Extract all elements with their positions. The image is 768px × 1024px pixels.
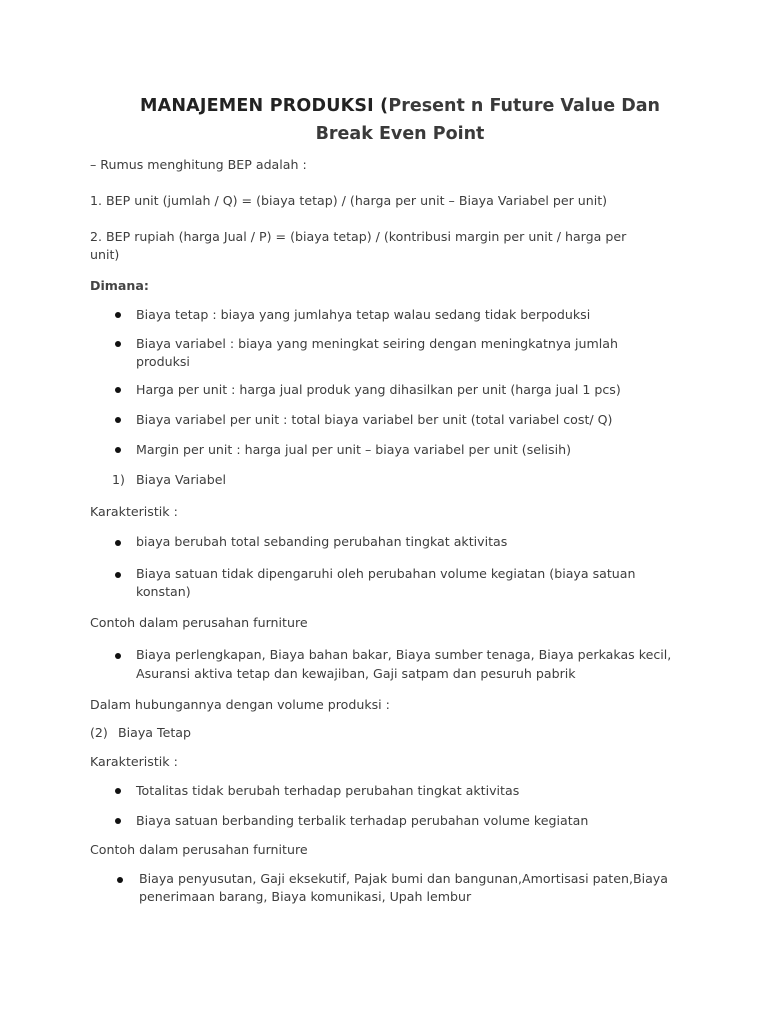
karakteristik-1-label: Karakteristik : (90, 504, 178, 519)
dimana-label: Dimana: (90, 278, 149, 293)
contoh-2-item: Biaya penyusutan, Gaji eksekutif, Pajak bumi dan bangunan,Amortisasi paten,Biaya (139, 871, 668, 886)
title-subtitle-line-1: Present n Future Value Dan (388, 96, 661, 116)
dimana-item-continued: produksi (136, 354, 190, 369)
bullet-dot (117, 877, 123, 883)
bullet-dot (115, 818, 121, 824)
intro-text: – Rumus menghitung BEP adalah : (90, 157, 307, 172)
formula-bep-rupiah-line-2: unit) (90, 247, 120, 262)
dimana-item: Harga per unit : harga jual produk yang dihasilkan per unit (harga jual 1 pcs) (136, 382, 621, 397)
bullet-dot (115, 387, 121, 393)
document-title (90, 92, 710, 148)
contoh-2-label: Contoh dalam perusahan furniture (90, 842, 308, 857)
bullet-dot (115, 572, 121, 578)
karakteristik-1-item: biaya berubah total sebanding perubahan tingkat aktivitas (136, 534, 508, 549)
section-2-number: (2) (90, 725, 108, 740)
contoh-1-item: Biaya perlengkapan, Biaya bahan bakar, Biaya sumber tenaga, Biaya perkakas kecil, (136, 647, 672, 662)
karakteristik-2-item: Biaya satuan berbanding terbalik terhadap perubahan volume kegiatan (136, 813, 589, 828)
bullet-dot (115, 312, 121, 318)
bullet-dot (115, 417, 121, 423)
dimana-item: Biaya variabel : biaya yang meningkat seiring dengan meningkatnya jumlah (136, 336, 619, 351)
bullet-dot (115, 341, 121, 347)
contoh-1-item-continued: Asuransi aktiva tetap dan kewajiban, Gaji satpam dan pesuruh pabrik (136, 666, 576, 681)
dimana-item: Biaya variabel per unit : total biaya variabel ber unit (total variabel cost/ Q) (136, 412, 613, 427)
bullet-dot (115, 653, 121, 659)
karakteristik-2-label: Karakteristik : (90, 754, 178, 769)
hubungan-label: Dalam hubungannya dengan volume produksi : (90, 697, 390, 712)
section-2-heading: Biaya Tetap (118, 725, 191, 740)
title-main: MANAJEMEN PRODUKSI ( (139, 96, 389, 116)
formula-bep-unit: 1. BEP unit (jumlah / Q) = (biaya tetap) / (harga per unit – Biaya Variabel per unit) (90, 193, 608, 208)
formula-bep-rupiah-line-1: 2. BEP rupiah (harga Jual / P) = (biaya tetap) / (kontribusi margin per unit / harga per (90, 229, 627, 244)
karakteristik-1-item-continued: konstan) (136, 584, 191, 599)
section-1-number: 1) (112, 472, 125, 487)
bullet-dot (115, 447, 121, 453)
karakteristik-1-item: Biaya satuan tidak dipengaruhi oleh perubahan volume kegiatan (biaya satuan (136, 566, 636, 581)
karakteristik-2-item: Totalitas tidak berubah terhadap perubahan tingkat aktivitas (136, 783, 520, 798)
dimana-item: Margin per unit : harga jual per unit – biaya variabel per unit (selisih) (136, 442, 571, 457)
bullet-dot (115, 788, 121, 794)
section-1-heading: Biaya Variabel (136, 472, 227, 487)
contoh-2-item-continued: penerimaan barang, Biaya komunikasi, Upah lembur (139, 889, 472, 904)
title-subtitle-line-2: Break Even Point (315, 124, 485, 144)
contoh-1-label: Contoh dalam perusahan furniture (90, 615, 308, 630)
dimana-item: Biaya tetap : biaya yang jumlahya tetap walau sedang tidak berpoduksi (136, 307, 591, 322)
bullet-dot (115, 540, 121, 546)
